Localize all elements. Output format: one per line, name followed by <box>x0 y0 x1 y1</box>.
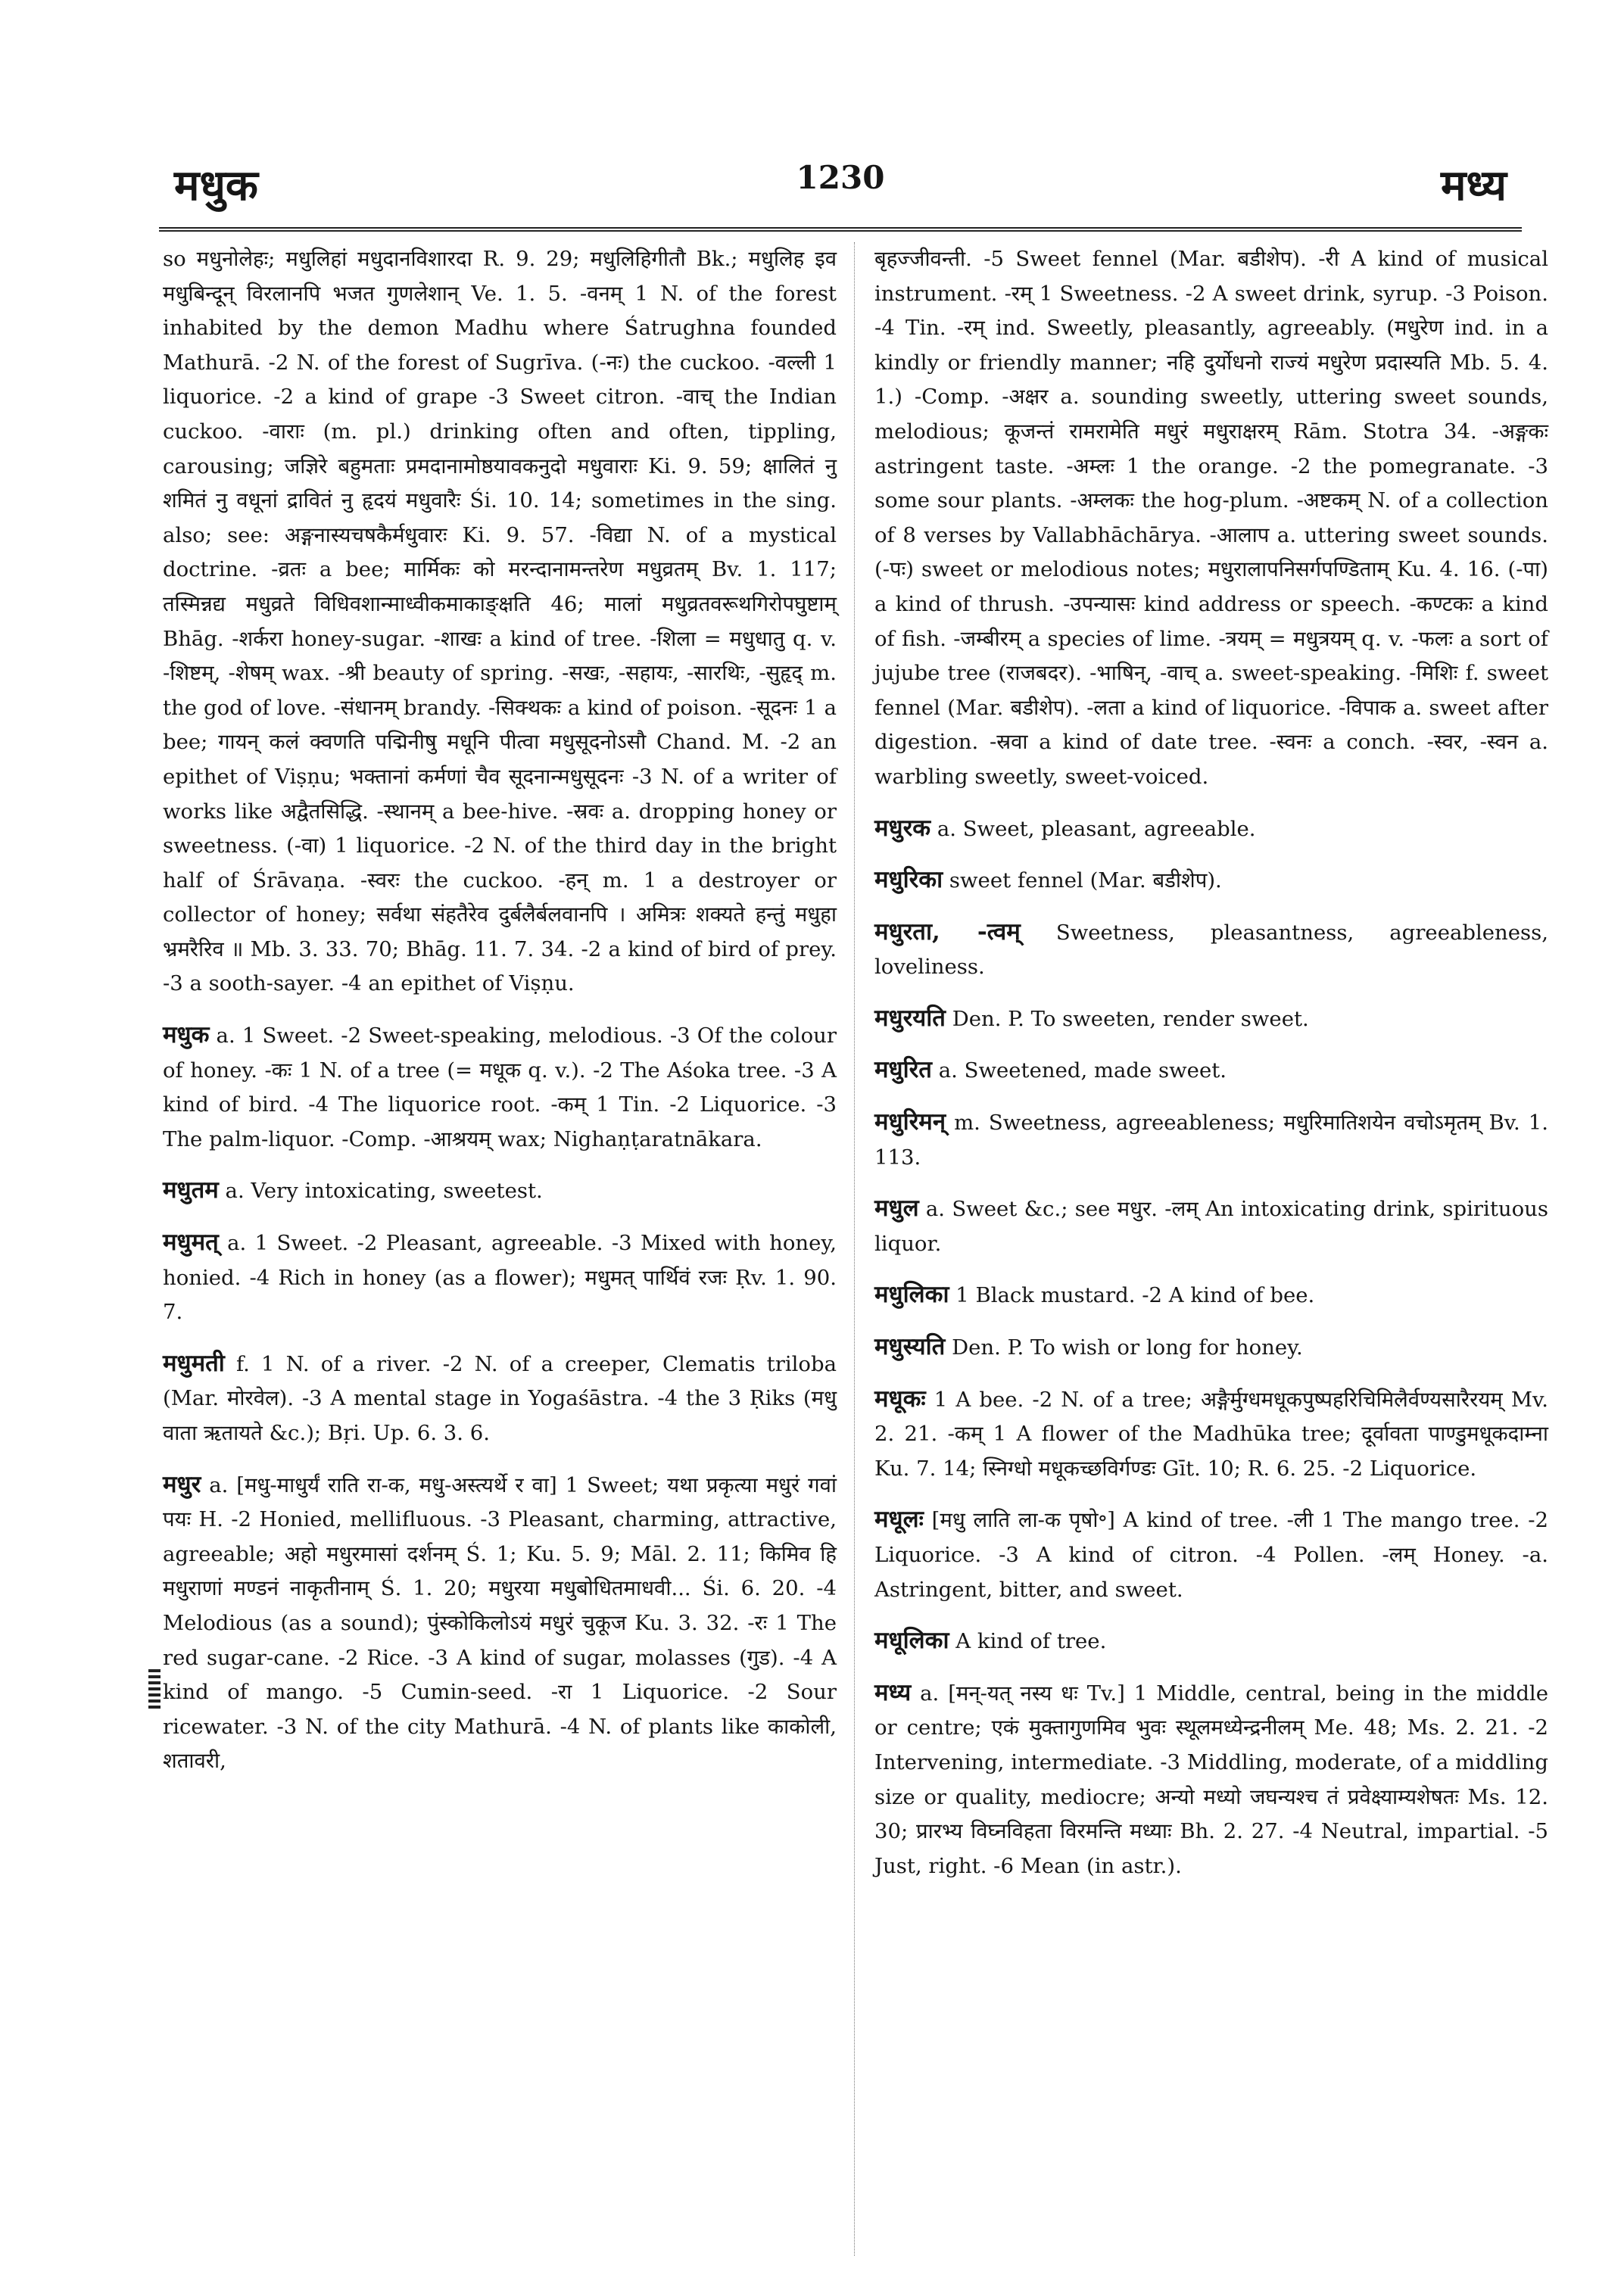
column-divider <box>854 242 855 2256</box>
dictionary-entry <box>163 1226 837 1330</box>
entry-body: sweet fennel (Mar. बडीशेप). <box>943 868 1222 893</box>
entry-headword: मधुक <box>163 1021 210 1049</box>
entry-headword: मधुरित <box>874 1056 932 1084</box>
right-column <box>874 242 1548 1883</box>
entry-body: Sweetness, pleasantness, agreeableness, loveliness. <box>874 920 1548 980</box>
dictionary-entry <box>874 863 1548 899</box>
entry-headword: मधुर <box>163 1470 201 1498</box>
entry-headword: मधुमती <box>163 1349 225 1377</box>
entry-body: f. 1 N. of a river. -2 N. of a creeper, Clematis triloba (Mar. मोरवेल). -3 A mental stage in Yogaśāstra. -4 the 3 Ṛiks (मधु वाता ऋतायते &c.); Bṛi. Up. 6. 3. 6. <box>163 1351 837 1445</box>
dictionary-entry <box>874 1503 1548 1607</box>
entry-headword: मधुमत् <box>163 1229 219 1257</box>
entry-headword: मधूलः <box>874 1506 924 1534</box>
left-column <box>163 242 837 1779</box>
dictionary-entry <box>874 1105 1548 1175</box>
dictionary-entry <box>874 915 1548 985</box>
entry-body: a. Very intoxicating, sweetest. <box>218 1179 543 1204</box>
entry-body: m. Sweetness, agreeableness; मधुरिमातिशयेन वचोऽमृतम् Bv. 1. 113. <box>874 1111 1548 1170</box>
dictionary-entry <box>163 1173 837 1209</box>
header-rule <box>159 227 1522 232</box>
entry-headword: मधुस्यति <box>874 1333 946 1361</box>
dictionary-entry <box>874 1676 1548 1884</box>
dictionary-entry <box>874 1278 1548 1313</box>
entry-body: so मधुनोलेहः; मधुलिहां मधुदानविशारदा R. 9. 29; मधुलिहिगीतौ Bk.; मधुलिह इव मधुबिन्दून् विरलानपि भजत गुणलेशान् Ve. 1. 5. -वनम् 1 N. of the forest inhabited by the demon Madhu where Śatrughna founded Mathurā. -2 N. of the forest of Sugrīva. (-नः) the cuckoo. -वल्ली 1 liquorice. -2 a kind of grape -3 Sweet citron. -वाच् the Indian cuckoo. -वाराः (m. pl.) drinking often and often, tippling, carousing; जज्ञिरे बहुमताः प्रमदानामोष्ठयावकनुदो मधुवाराः Ki. 9. 59; क्षालितं नु शमितं नु वधूनां द्रावितं नु हृदयं मधुवारैः Śi. 10. 14; sometimes in the sing. also; see: अङ्गनास्यचषकैर्मधुवारः Ki. 9. 57. -विद्या N. of a mystical doctrine. -व्रतः a bee; मार्मिकः को मरन्दानामन्तरेण मधुव्रतम् Bv. 1. 117; तस्मिन्नद्य मधुव्रते विधिवशान्माध्वीकमाकाङ्क्षति 46; मालां मधुव्रतवरूथगिरोपघुष्टाम् Bhāg. -शर्करा honey-sugar. -शाखः a kind of tree. -शिला = मधुधातु q. v. -शिष्टम्, -शेषम् wax. -श्री beauty of spring. -सखः, -सहायः, -सारथिः, -सुहृद् m. the god of love. -संधानम् brandy. -सिक्थकः a kind of poison. -सूदनः 1 a bee; गायन् कलं क्वणति पद्मिनीषु मधूनि पीत्वा मधुसूदनोऽसौ Chand. M. -2 an epithet of Viṣṇu; भक्तानां कर्मणां चैव सूदनान्मधुसूदनः -3 N. of a writer of works like अद्वैतसिद्धि. -स्थानम् a bee-hive. -स्रवः a. dropping honey or sweetness. (-वा) 1 liquorice. -2 N. of the third day in the bright half of Śrāvaṇa. -स्वरः the cuckoo. -हन् m. 1 a destroyer or collector of honey; सर्वथा संहतैरेव दुर्बलैर्बलवानपि । अमित्रः शक्यते हन्तुं मधुहा भ्रमरैरिव ॥ Mb. 3. 33. 70; Bhāg. 11. 7. 34. -2 a kind of bird of prey. -3 a sooth-sayer. -4 an epithet of Viṣṇu. <box>163 247 837 996</box>
entry-body: बृहज्जीवन्ती. -5 Sweet fennel (Mar. बडीशेप). -री A kind of musical instrument. -रम् 1 Sweetness. -2 A sweet drink, syrup. -3 Poison. -4 Tin. -रम् ind. Sweetly, pleasantly, agreeably. (मधुरेण ind. in a kindly or friendly manner; नहि दुर्योधनो राज्यं मधुरेण प्रदास्यति Mb. 5. 4. 1.) -Comp. -अक्षर a. sounding sweetly, uttering sweet sounds, melodious; कूजन्तं रामरामेति मधुरं मधुराक्षरम् Rām. Stotra 34. -अङ्गकः astringent taste. -अम्लः 1 the orange. -2 the pomegranate. -3 some sour plants. -अम्लकः the hog-plum. -अष्टकम् N. of a collection of 8 verses by Vallabhāchārya. -आलाप a. uttering sweet sounds. (-पः) sweet or melodious notes; मधुरालापनिसर्गपण्डिताम् Ku. 4. 16. (-पा) a kind of thrush. -उपन्यासः kind address or speech. -कण्टकः a kind of fish. -जम्बीरम् a species of lime. -त्रयम् = मधुत्रयम् q. v. -फलः a sort of jujube tree (राजबदर). -भाषिन्, -वाच् a. sweet-speaking. -मिशिः f. sweet fennel (Mar. बडीशेप). -लता a kind of liquorice. -विपाक a. sweet after digestion. -स्रवा a kind of date tree. -स्वनः a conch. -स्वर, -स्वन a. warbling sweetly, sweet-voiced. <box>874 247 1549 789</box>
dictionary-entry <box>874 1382 1548 1487</box>
entry-body: Den. P. To sweeten, render sweet. <box>945 1006 1309 1031</box>
entry-body: 1 Black mustard. -2 A kind of bee. <box>949 1283 1315 1308</box>
thumb-index-marker <box>148 1669 161 1711</box>
dictionary-entry <box>874 812 1548 847</box>
entry-body: Den. P. To wish or long for honey. <box>945 1335 1303 1360</box>
entry-body: a. Sweet &c.; see मधुर. -लम् An intoxicating drink, spirituous liquor. <box>874 1197 1548 1256</box>
entry-headword: मधूलिका <box>874 1627 949 1655</box>
dictionary-entry <box>163 1347 837 1451</box>
entry-headword: मधुरता, -त्वम् <box>874 918 1021 946</box>
dictionary-entry <box>163 1468 837 1779</box>
entry-headword: मधुरक <box>874 814 931 842</box>
entry-body: a. Sweetened, made sweet. <box>931 1058 1227 1083</box>
dictionary-entry <box>874 1002 1548 1037</box>
entry-headword: मधुरयति <box>874 1004 946 1032</box>
entry-continuation <box>163 242 837 1002</box>
entry-body: a. Sweet, pleasant, agreeable. <box>930 816 1256 841</box>
header-guide-word-right: मध्य <box>1440 160 1507 210</box>
dictionary-entry <box>874 1053 1548 1089</box>
entry-headword: मधुरिका <box>874 866 943 894</box>
entry-headword: मधुलिका <box>874 1281 949 1309</box>
dictionary-entry <box>874 1330 1548 1366</box>
dictionary-entry <box>874 1624 1548 1659</box>
entry-body: a. 1 Sweet. -2 Sweet-speaking, melodious. -3 Of the colour of honey. -कः 1 N. of a tree (= मधूक q. v.). -2 The Aśoka tree. -3 A kind of bird. -4 The liquorice root. -कम् 1 Tin. -2 Liquorice. -3 The palm-liquor. -Comp. -आश्रयम् wax; Nighaṇṭaratnākara. <box>163 1023 837 1151</box>
page-number: 1230 <box>796 159 885 196</box>
entry-headword: मधुल <box>874 1195 919 1223</box>
entry-body: a. 1 Sweet. -2 Pleasant, agreeable. -3 Mixed with honey, honied. -4 Rich in honey (as a flower); मधुमत् पार्थिवं रजः Ṛv. 1. 90. 7. <box>163 1231 837 1325</box>
entry-headword: मध्य <box>874 1678 912 1706</box>
entry-headword: मधुरिमन् <box>874 1108 946 1136</box>
dictionary-entry <box>163 1018 837 1157</box>
header-guide-word-left: मधुक <box>174 160 258 210</box>
entry-body: a. [मधु-माधुर्यं राति रा-क, मधु-अस्त्यर्थे र वा] 1 Sweet; यथा प्रकृत्या मधुरं गवां पयः H. -2 Honied, mellifluous. -3 Pleasant, charming, attractive, agreeable; अहो मधुरमासां दर्शनम् Ś. 1; Ku. 5. 9; Māl. 2. 11; किमिव हि मधुराणां मण्डनं नाकृतीनाम् Ś. 1. 20; मधुरया मधुबोधितमाधवी... Śi. 6. 20. -4 Melodious (as a sound); पुंस्कोकिलोऽयं मधुरं चुकूज Ku. 3. 32. -रः 1 The red sugar-cane. -2 Rice. -3 A kind of sugar, molasses (गुड). -4 A kind of mango. -5 Cumin-seed. -रा 1 Liquorice. -2 Sour ricewater. -3 N. of the city Mathurā. -4 N. of plants like काकोली, शतावरी, <box>163 1472 837 1774</box>
entry-body: A kind of tree. <box>949 1629 1107 1654</box>
entry-body: 1 A bee. -2 N. of a tree; अङ्गैर्मुग्धमधूकपुष्पहरिचिमिलैर्वण्यसारैरयम् Mv. 2. 21. -कम् 1 A flower of the Madhūka tree; दूर्वावता पाण्डुमधूकदाम्ना Ku. 7. 14; स्निग्धो मधूकच्छविर्गण्डः Gīt. 10; R. 6. 25. -2 Liquorice. <box>874 1387 1548 1481</box>
entry-headword: मधुतम <box>163 1176 219 1204</box>
entry-body: [मधु लाति ला-क पृषो॰] A kind of tree. -ली 1 The mango tree. -2 Liquorice. -3 A kind of citron. -4 Pollen. -लम् Honey. -a. Astringent, bitter, and sweet. <box>874 1508 1548 1602</box>
entry-headword: मधूकः <box>874 1385 926 1413</box>
entry-continuation <box>874 242 1548 795</box>
dictionary-entry <box>874 1192 1548 1261</box>
entry-body: a. [मन्-यत् नस्य धः Tv.] 1 Middle, central, being in the middle or centre; एकं मुक्तागुणमिव भुवः स्थूलमध्येन्द्रनीलम् Me. 48; Ms. 2. 21. -2 Intervening, intermediate. -3 Middling, moderate, of a middling size or quality, mediocre; अन्यो मध्यो जघन्यश्च तं प्रवेक्ष्याम्यशेषतः Ms. 12. 30; प्रारभ्य विघ्नविहता विरमन्ति मध्याः Bh. 2. 27. -4 Neutral, impartial. -5 Just, right. -6 Mean (in astr.). <box>874 1681 1548 1878</box>
page-header <box>159 151 1522 220</box>
